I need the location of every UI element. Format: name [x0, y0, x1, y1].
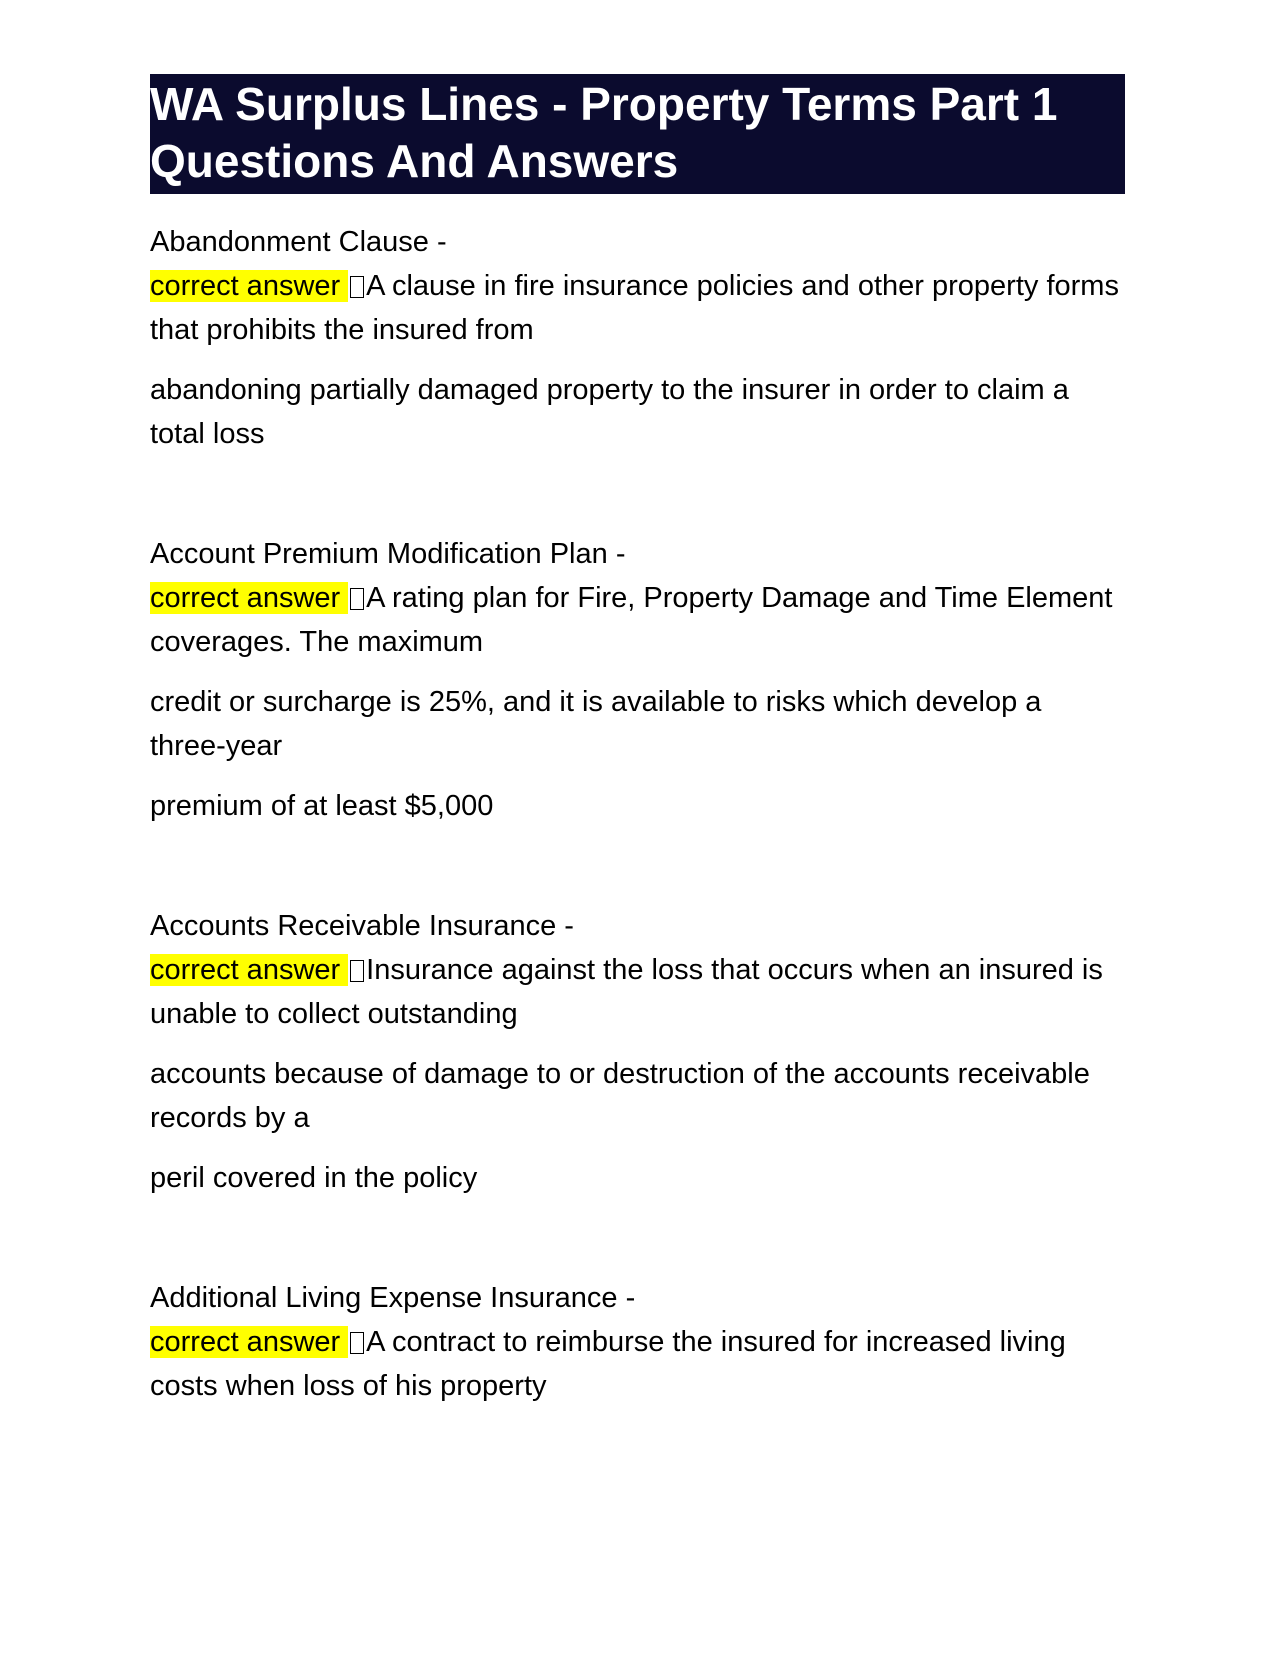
answer-line [150, 264, 1125, 352]
qa-entry [150, 904, 1125, 1200]
answer-line [150, 576, 1125, 664]
missing-glyph-icon [350, 588, 364, 610]
answer-line [150, 1320, 1125, 1408]
answer-text: Insurance against the loss that occurs when an insured is unable to collect outstanding [150, 954, 1103, 1030]
correct-answer-highlight: correct answer [150, 270, 348, 302]
term-label: Abandonment Clause - [150, 226, 447, 258]
qa-entry [150, 532, 1125, 828]
answer-continuation: accounts because of damage to or destruction of the accounts receivable records by a [150, 1058, 1090, 1134]
term-label: Account Premium Modification Plan - [150, 538, 626, 570]
answer-text: A clause in fire insurance policies and other property forms that prohibits the insured from [150, 270, 1119, 346]
qa-entry [150, 220, 1125, 456]
document-title: WA Surplus Lines - Property Terms Part 1 Questions And Answers [150, 74, 1125, 194]
missing-glyph-icon [350, 960, 364, 982]
missing-glyph-icon [350, 276, 364, 298]
answer-text: A rating plan for Fire, Property Damage and Time Element coverages. The maximum [150, 582, 1113, 658]
correct-answer-highlight: correct answer [150, 582, 348, 614]
qa-entry [150, 1276, 1125, 1408]
answer-text: A contract to reimburse the insured for increased living costs when loss of his property [150, 1326, 1066, 1402]
answer-continuation: credit or surcharge is 25%, and it is available to risks which develop a three-year [150, 686, 1042, 762]
correct-answer-highlight: correct answer [150, 1326, 348, 1358]
missing-glyph-icon [350, 1332, 364, 1354]
answer-line [150, 948, 1125, 1036]
answer-continuation: peril covered in the policy [150, 1162, 478, 1194]
term-label: Additional Living Expense Insurance - [150, 1282, 636, 1314]
correct-answer-highlight: correct answer [150, 954, 348, 986]
answer-continuation: abandoning partially damaged property to the insurer in order to claim a total loss [150, 374, 1069, 450]
document-page [150, 74, 1125, 1484]
term-label: Accounts Receivable Insurance - [150, 910, 574, 942]
answer-continuation: premium of at least $5,000 [150, 790, 494, 822]
